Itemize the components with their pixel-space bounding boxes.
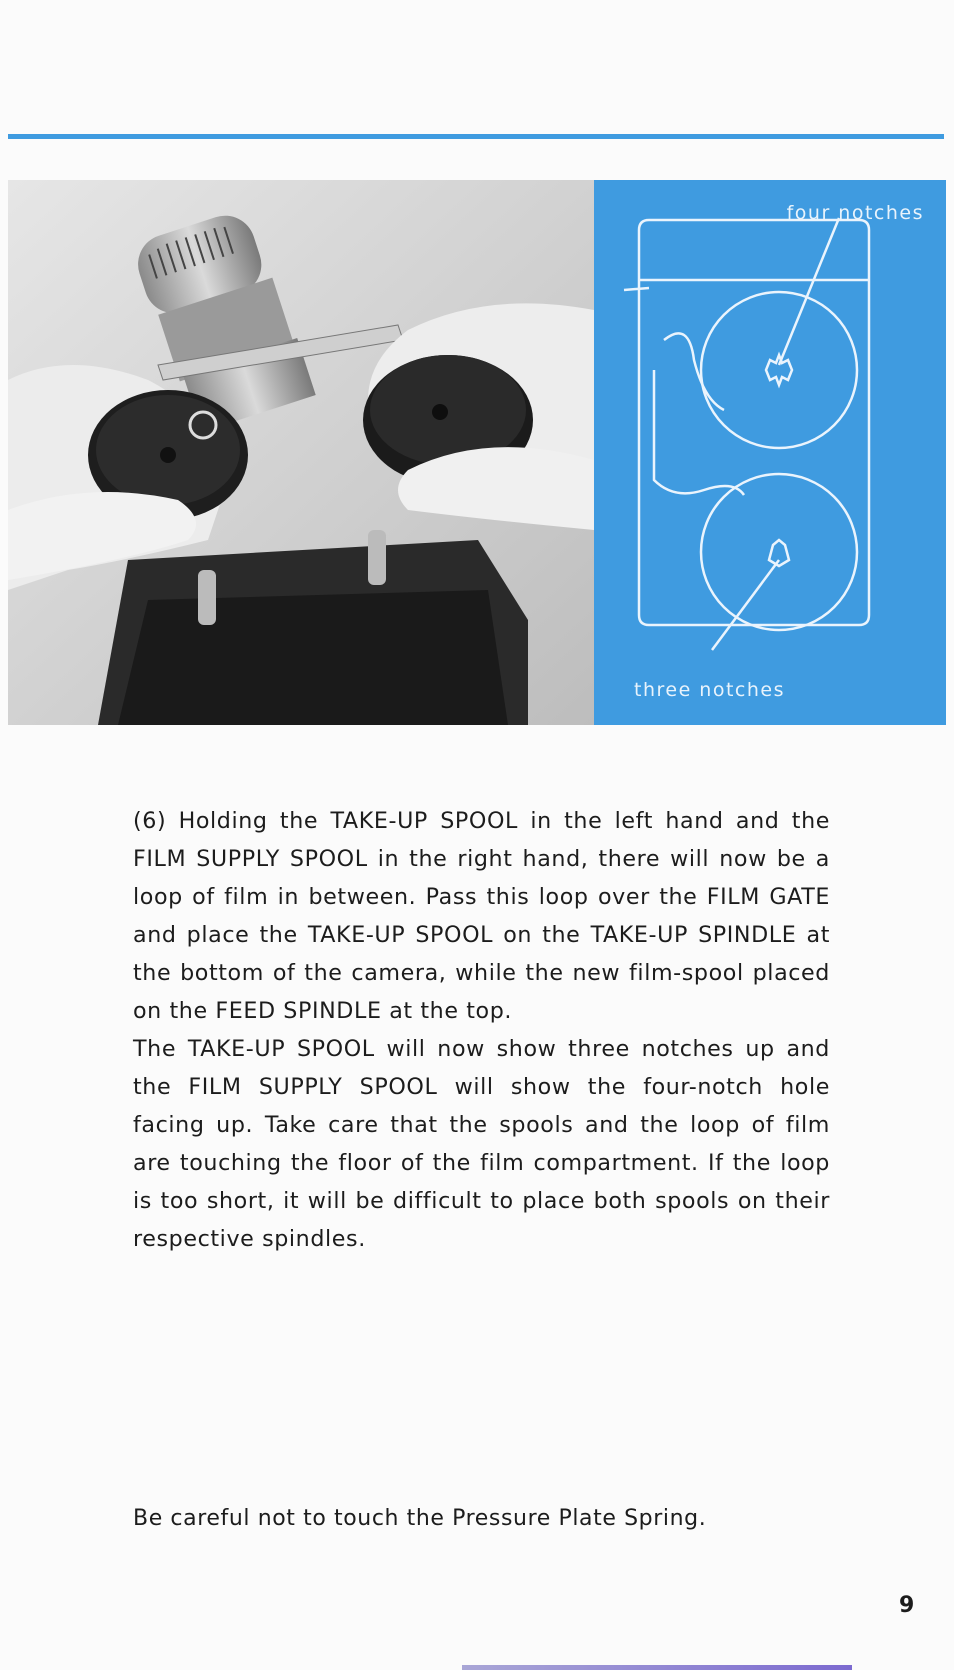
camera-loading-photo — [8, 180, 594, 725]
caution-note: Be careful not to touch the Pressure Plate Spring. — [133, 1506, 707, 1531]
bottom-edge-bar — [462, 1665, 852, 1670]
instruction-paragraph-2: The TAKE-UP SPOOL will now show three notches up and the FILM SUPPLY SPOOL will show the four-notch hole facing up. Take care that the spools and the loop of film are touching the floor of the film compartment. If the loop is too short, it will be difficult to place both spools on their respective spindles. — [133, 1036, 830, 1252]
spool-notch-diagram — [594, 180, 946, 725]
three-notches-label: three notches — [634, 679, 785, 701]
top-divider-rule — [8, 134, 944, 139]
instruction-paragraph-1: (6) Holding the TAKE-UP SPOOL in the left hand and the FILM SUPPLY SPOOL in the right hand, there will now be a loop of film in between. Pass this loop over the FILM GATE and place the TAKE-UP SPOOL on the TAKE-UP SPINDLE at the bottom of the camera, while the new film-spool placed on the FEED SPINDLE at the top. — [133, 808, 830, 1024]
page-number: 9 — [899, 1593, 915, 1618]
four-notches-label: four notches — [786, 202, 924, 224]
instruction-text — [133, 802, 830, 1258]
